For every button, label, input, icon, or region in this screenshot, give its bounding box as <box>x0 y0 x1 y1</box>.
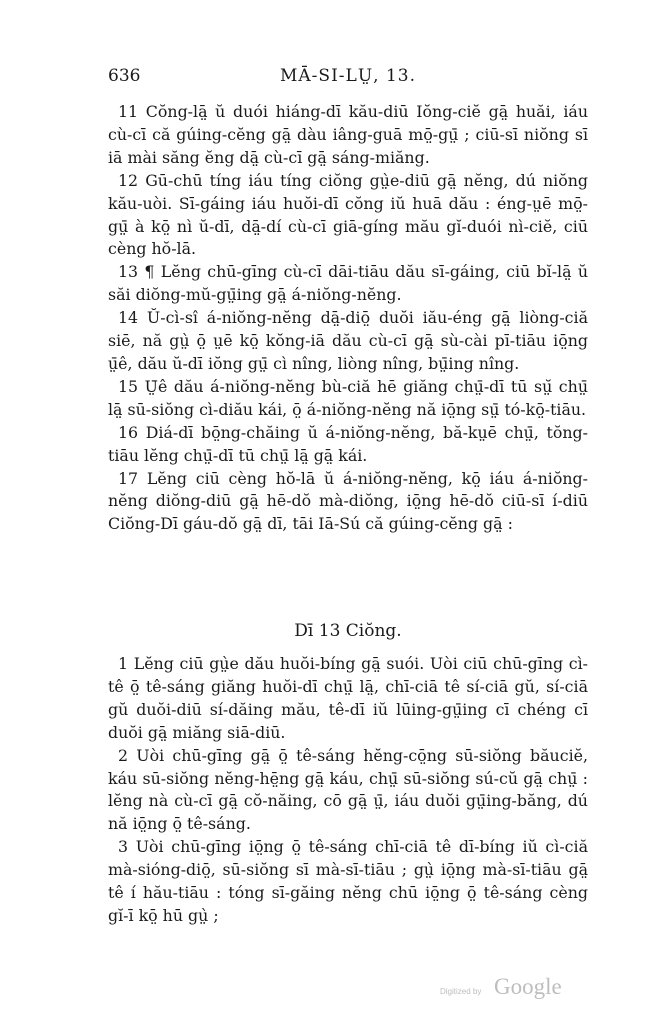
verse-12-15: 15 Ṳ̄ê dău á-niŏng-nĕng bù-ciă hē giăng chṳ̄-dī tū sṳ̆ chṳ̄ lā̤ sū-siŏng cì-diău kái, ō̤ á-niŏng-nĕng nă iō̤ng sṳ̄ tó-kō̤-tiāu. <box>108 376 588 419</box>
verse-13-1: 1 Lĕng ciū gṳ̀e dău huŏi-bíng gā̤ suói. Uòi ciū chū-gīng cì-tê ō̤ tê-sáng giăng huŏi-dī chṳ̄ lā̤, chī-ciā tê sí-ciā gŭ, sí-ciā gŭ duŏi-diū sí-dăing mău, tê-dī iŭ lūing-gṳ̄ing cī chéng cī duŏi gā̤ miăng siā-diū. <box>108 654 588 742</box>
verse-13-3: 3 Uòi chū-gīng iō̤ng ō̤ tê-sáng chī-ciā tê dī-bíng iŭ cì-ciă mà-sióng-diō̤, sū-siŏng sī mà-sī-tiāu ; gṳ̀ iō̤ng mà-sī-tiāu gā̤ tê í hău-tiāu : tóng sī-găing nĕng chū iō̤ng ō̤ tê-sáng cèng gĭ-ī kō̤ hū gṳ̀ ; <box>108 837 588 925</box>
page-header <box>108 66 588 92</box>
verse-12-17: 17 Lĕng ciū cèng hŏ-lā ŭ á-niŏng-nĕng, kō̤ iáu á-niŏng-nĕng diŏng-diū gā̤ hē-dŏ mà-diŏng, iō̤ng hē-dŏ ciū-sī í-diū Ciŏng-Dī gáu-dŏ gā̤ dī, tāi Iā-Sú că gúing-cĕng gā̤ : <box>108 468 588 534</box>
verse-12-13: 13 ¶ Lĕng chū-gīng cù-cī dāi-tiāu dău sī-gáing, ciū bĭ-lā̤ ŭ săi diŏng-mŭ-gṳ̄ing gā̤ á-niŏng-nĕng. <box>108 262 588 305</box>
digitized-by-label: Digitized by <box>440 987 482 996</box>
verse-13-2: 2 Uòi chū-gīng gā̤ ō̤ tê-sáng hĕng-cō̤ng sū-siŏng băuciĕ, káu sū-siŏng nĕng-hē̤ng gā̤ káu, chṳ̄ sū-siŏng sú-cŭ gā̤ chṳ̄ : lĕng nà cù-cī gā̤ cŏ-năing, cō gā̤ ṳ̄, iáu duŏi gṳ̄ing-băng, dú nă iō̤ng ō̤ tê-sáng. <box>108 745 588 834</box>
chapter-heading: Dī 13 Ciŏng. <box>294 621 402 641</box>
page-number: 636 <box>108 66 141 86</box>
google-watermark <box>440 976 580 1004</box>
running-title: MĀ-SI-LṲ, 13. <box>280 66 416 86</box>
verse-12-12: 12 Gū-chū tíng iáu tíng ciŏng gṳ̀e-diū gā̤ nĕng, dú niŏng kău-uòi. Sī-gáing iáu huŏi-dī cŏng iŭ huā dău : éng-ṳē mō̤-gṳ̄ à kō̤ nì ŭ-dī, dā̤-dí cù-cī giā-gíng mău gĭ-duói nì-ciĕ, ciū cèng hŏ-lā. <box>108 170 588 259</box>
verse-12-16: 16 Diá-dī bō̤ng-chăing ŭ á-niŏng-nĕng, bă-kṳē chṳ̄, tŏng-tiāu lĕng chṳ̄-dī tū chṳ̄ lā̤ gā̤ kái. <box>108 422 588 465</box>
verse-12-14: 14 Ŭ-cì-sî á-niŏng-nĕng dā̤-diō̤ duŏi iău-éng gā̤ liòng-ciă siē, nă gṳ̀ ō̤ ṳē kō̤ kŏng-iā dău cù-cī gā̤ sù-cài pī-tiāu iō̤ng ṳ̄ê, dău ŭ-dī iŏng gṳ̄ cì nîng, liòng nîng, bṳ̄ing nîng. <box>108 308 588 373</box>
verse-12-11: 11 Cŏng-lā̤ ŭ duói hiáng-dī kău-diū Iŏng-ciĕ gā̤ huăi, iáu cù-cī că gúing-cĕng gā̤ dàu iâng-guā mō̤-gṳ̄ ; ciū-sī niŏng sī iā mài săng ĕng dā̤ cù-cī gā̤ sáng-miăng. <box>108 102 588 167</box>
chapter-13-text <box>108 653 588 928</box>
google-logo: Google <box>494 974 562 999</box>
chapter-12-continuation <box>108 101 588 536</box>
